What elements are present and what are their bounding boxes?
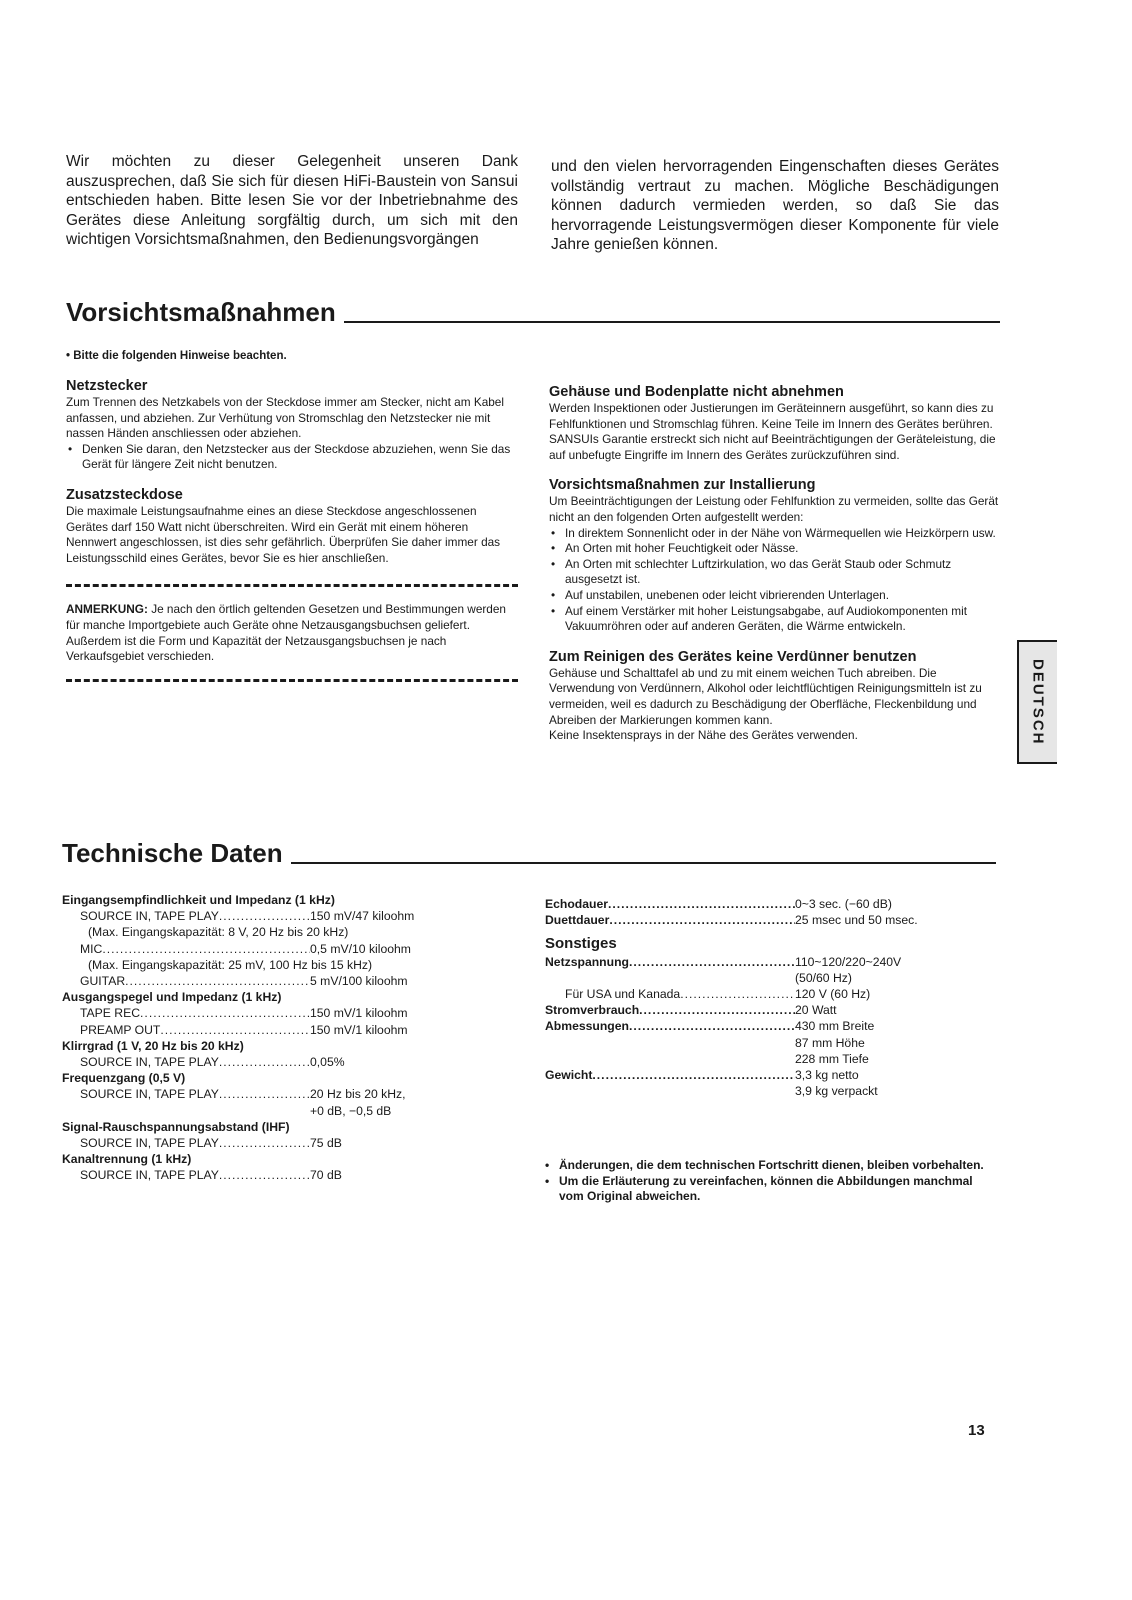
netzstecker-text: Zum Trennen des Netzkabels von der Steckdose immer am Stecker, nicht am Kabel anfassen, und abziehen. Zur Verhütung von Stromschlag den Netzstecker nie mit nassen Händen anschliessen oder abziehen.: [66, 395, 504, 441]
spec-row-gew: [545, 1067, 965, 1083]
reinigen-heading: Zum Reinigen des Gerätes keine Verdünner benutzen: [549, 648, 917, 665]
spec-fr-value-2: +0 dB, −0,5 dB: [310, 1103, 392, 1118]
heading-rule: [344, 321, 1000, 323]
spec-value: 70 dB: [310, 1168, 342, 1183]
spec-row-snr: [62, 1135, 430, 1151]
spec-value: 20 Watt: [795, 1003, 837, 1018]
spec-label: Echodauer .....: [545, 896, 795, 912]
tech-footnote-2: • Um die Erläuterung zu vereinfachen, können die Abbildungen manchmal vom Original abweichen.: [543, 1174, 998, 1205]
spec-value: 3,3 kg netto: [795, 1068, 859, 1083]
spec-value: 110~120/220~240V: [795, 954, 902, 969]
intro-left: Wir möchten zu dieser Gelegenheit unseren Dank auszusprechen, daß Sie sich für diesen HiFi-Baustein von Sansui entschieden haben. Bitte lesen Sie vor der Inbetriebnahme des Gerätes diese Anleitung sorgfältig durch, um sich mit den wichtigen Vorsichtsmaßnahmen, den Bedienungsvorgängen: [66, 153, 518, 248]
anmerkung-label: ANMERKUNG:: [66, 602, 148, 617]
spec-label: MIC .....: [80, 941, 310, 957]
spec-label: GUITAR .....: [80, 973, 310, 989]
dashed-divider-top: [66, 584, 518, 590]
spec-label: SOURCE IN, TAPE PLAY .....: [80, 1135, 310, 1151]
spec-row-usa: [545, 986, 965, 1002]
spec-row-tape-rec: [62, 1005, 430, 1021]
spec-label: PREAMP OUT .....: [80, 1022, 310, 1038]
spec-label: SOURCE IN, TAPE PLAY .....: [80, 1086, 310, 1102]
spec-gew-value-2: 3,9 kg verpackt: [795, 1084, 878, 1099]
tech-heading: [62, 838, 996, 869]
installierung-text: Um Beeinträchtigungen der Leistung oder Fehlfunktion zu vermeiden, sollte das Gerät nicht an den folgenden Orten aufgestellt werden:: [549, 494, 999, 524]
spec-row-netz: [545, 954, 965, 970]
anmerkung-text: [66, 602, 518, 664]
spec-row-preamp: [62, 1022, 430, 1038]
gehaeuse-heading: Gehäuse und Bodenplatte nicht abnehmen: [549, 384, 844, 400]
anmerkung-body: Je nach den örtlich geltenden Gesetzen und Bestimmungen werden für manche Importgebiete auch Geräte ohne Netzausgangsbuchsen geliefert. Außerdem ist die Form und Kapazität der Netzausgangsbuchsen je nach Verkaufsgebiet verschieden.: [66, 602, 506, 664]
spec-value: 150 mV/1 kiloohm: [310, 1006, 408, 1021]
spec-value: 0~3 sec. (−60 dB): [795, 897, 892, 911]
tech-heading-rule: [291, 862, 996, 864]
tech-footnotes: [543, 1158, 998, 1205]
spec-abm-value-2: 87 mm Höhe: [795, 1035, 865, 1050]
intro-right: und den vielen hervorragenden Eingenschaften dieses Gerätes vollständig vertraut zu machen. Mögliche Beschädigungen können dadurch vermieden werden, so daß Sie das hervorragende Leistungsvermögen dieser Komponente für viele Jahre genießen können.: [551, 158, 999, 253]
spec-label: Gewicht .....: [545, 1067, 795, 1083]
zusatz-text: Die maximale Leistungsaufnahme eines an diese Steckdose angeschlossenen Gerätes darf 150 Watt nicht überschreiten. Wird ein Gerät mit einem höheren Nennwert angeschlossen, ist dies sehr gefährlich. Überprüfen Sie daher immer das Leistungsschild eines Gerätes, bevor Sie es hier anschließen.: [66, 503, 501, 565]
spec-mic-note: (Max. Eingangskapazität: 25 mV, 100 Hz bis 15 kHz): [88, 957, 373, 972]
spec-value: 5 mV/100 kiloohm: [310, 974, 408, 989]
spec-row-duet: [545, 912, 965, 928]
tech-left-column: [62, 892, 430, 1184]
spec-label: Duettdauer .....: [545, 912, 795, 928]
precautions-title: Vorsichtsmaßnahmen: [66, 297, 336, 327]
dashed-divider-bottom: [66, 679, 518, 685]
precautions-heading: [66, 297, 1000, 328]
spec-label: SOURCE IN, TAPE PLAY .....: [80, 1054, 310, 1070]
spec-sens-heading: Eingangsempfindlichkeit und Impedanz (1 kHz): [62, 893, 335, 907]
installierung-bullet-5: • Auf einem Verstärker mit hoher Leistungsabgabe, auf Audiokomponenten mit Vakuumröhren oder auf anderen Geräten, die Wärme entwickeln.: [549, 604, 1001, 635]
spec-thd-heading: Klirrgrad (1 V, 20 Hz bis 20 kHz): [62, 1038, 244, 1053]
spec-snr-heading: Signal-Rauschspannungsabstand (IHF): [62, 1119, 290, 1134]
gehaeuse-text: Werden Inspektionen oder Justierungen im Geräteinnern ausgeführt, so kann dies zu Fehlfunktionen und Stromschlag führen. Keine Teile im Innern des Gerätes berühren. SANSUIs Garantie erstreckt sich nicht auf Beeinträchtigungen der Geräteleistung, die auf unbefugte Eingriffe im Innern des Gerätes zurückzuführen sind.: [549, 401, 996, 462]
spec-misc-heading: Sonstiges: [545, 935, 617, 953]
spec-sep-heading: Kanaltrennung (1 kHz): [62, 1152, 192, 1167]
precautions-note: • Bitte die folgenden Hinweise beachten.: [66, 350, 287, 362]
spec-value: 75 dB: [310, 1136, 342, 1151]
spec-label: Netzspannung .....: [545, 954, 795, 970]
netzstecker-heading: Netzstecker: [66, 378, 148, 394]
spec-abm-value-3: 228 mm Tiefe: [795, 1051, 869, 1066]
reinigen-text-2: Keine Insektensprays in der Nähe des Gerätes verwenden.: [549, 728, 858, 743]
spec-row-fr: [62, 1086, 430, 1102]
installierung-bullet-3: • An Orten mit schlechter Luftzirkulation, wo das Gerät Staub oder Schmutz ausgesetzt ist.: [549, 557, 1001, 588]
spec-value: 120 V (60 Hz): [795, 987, 871, 1002]
page-number: 13: [968, 1422, 985, 1439]
spec-row-abm: [545, 1018, 965, 1034]
netzstecker-bullet: • Denken Sie daran, den Netzstecker aus der Steckdose abzuziehen, wenn Sie das Gerät für längere Zeit nicht benutzen.: [66, 442, 518, 473]
installierung-heading: Vorsichtsmaßnahmen zur Installierung: [549, 477, 816, 494]
spec-value: 0,05%: [310, 1055, 345, 1070]
spec-value: 25 msec und 50 msec.: [795, 913, 918, 928]
spec-label: Abmessungen .....: [545, 1018, 795, 1034]
reinigen-text: Gehäuse und Schalttafel ab und zu mit einem weichen Tuch abreiben. Die Verwendung von Verdünnern, Alkohol oder leichtflüchtigen Reinigungsmitteln ist zu vermeiden, weil es dadurch zu Beschädigung der Oberfläche, Fleckenbildung und Abreiben der Markierungen kommen kann.: [549, 665, 982, 727]
zusatz-heading: Zusatzsteckdose: [66, 486, 183, 503]
spec-label: SOURCE IN, TAPE PLAY .....: [80, 908, 310, 924]
spec-row-guitar: [62, 973, 430, 989]
precautions-left-column: [66, 378, 518, 685]
tech-right-column: [545, 896, 965, 1099]
spec-label: SOURCE IN, TAPE PLAY .....: [80, 1167, 310, 1183]
language-tab: [1017, 640, 1057, 764]
spec-out-heading: Ausgangspegel und Impedanz (1 kHz): [62, 990, 282, 1005]
spec-netz-value-2: (50/60 Hz): [795, 970, 852, 985]
spec-row-sep: [62, 1167, 430, 1183]
installierung-bullet-1: • In direktem Sonnenlicht oder in der Nähe von Wärmequellen wie Heizkörpern usw.: [549, 526, 1001, 542]
tech-footnote-1: • Änderungen, die dem technischen Fortschritt dienen, bleiben vorbehalten.: [543, 1158, 998, 1174]
spec-label: Für USA und Kanada .....: [545, 986, 795, 1002]
spec-value: 0,5 mV/10 kiloohm: [310, 941, 411, 956]
spec-value: 150 mV/1 kiloohm: [310, 1022, 408, 1037]
spec-label: Stromverbrauch .....: [545, 1002, 795, 1018]
spec-row-mic: [62, 941, 430, 957]
spec-row-echo: [545, 896, 965, 912]
language-tab-label: DEUTSCH: [1029, 658, 1047, 746]
spec-source-note: (Max. Eingangskapazität: 8 V, 20 Hz bis 20 kHz): [88, 925, 349, 940]
spec-value: 20 Hz bis 20 kHz,: [310, 1087, 406, 1102]
spec-row-source: [62, 908, 430, 924]
tech-title: Technische Daten: [62, 838, 283, 868]
installierung-bullet-2: • An Orten mit hoher Feuchtigkeit oder Nässe.: [549, 541, 1001, 557]
precautions-note-text: Bitte die folgenden Hinweise beachten.: [73, 350, 287, 362]
spec-row-thd: [62, 1054, 430, 1070]
spec-label: TAPE REC .....: [80, 1005, 310, 1021]
spec-value: 430 mm Breite: [795, 1019, 875, 1034]
spec-value: 150 mV/47 kiloohm: [310, 909, 415, 924]
spec-row-strom: [545, 1002, 965, 1018]
installierung-bullet-4: • Auf unstabilen, unebenen oder leicht vibrierenden Unterlagen.: [549, 588, 1001, 604]
precautions-right-column: [549, 384, 1001, 744]
spec-fr-heading: Frequenzgang (0,5 V): [62, 1071, 186, 1086]
